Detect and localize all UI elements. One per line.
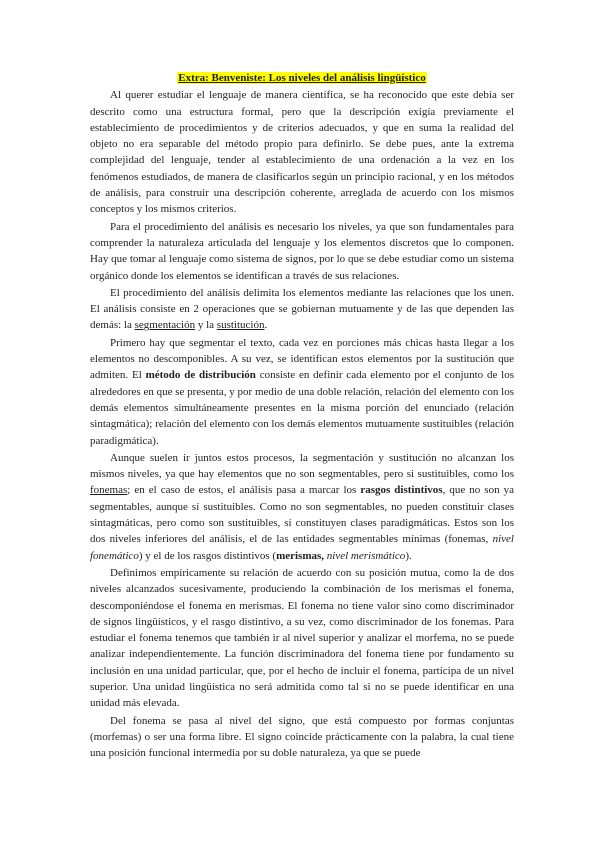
- p3-text-c: .: [264, 319, 268, 332]
- term-fonemas: fonemas: [90, 484, 128, 497]
- document-title: Extra: Benveniste: Los niveles del análisis lingüístico: [178, 72, 426, 84]
- p5-text-c: , que no son ya segmentables, aunque sí sustituibles. Como no son segmentables, no pueden constituir clases sintagmáticas, pero como son sustituibles, sí constituyen clases paradigmáticas. Estos son los dos niveles inferiores del análisis, el de las entidades segmentables mínimas (fonemas,: [90, 484, 514, 546]
- p5-text-a: Aunque suelen ir juntos estos procesos, la segmentación y sustitución no alcanzan los mismos niveles, ya que hay elementos que no son segmentables, pero si sustituibles, como los: [90, 451, 514, 481]
- term-nivel-merismatico: nivel merismático: [326, 549, 406, 562]
- term-rasgos-distintivos: rasgos distintivos: [360, 484, 443, 497]
- paragraph-3: [90, 285, 514, 334]
- p5-text-b: ; en el caso de estos, el análisis pasa a marcar los: [127, 484, 361, 497]
- p5-text-f: ).: [405, 549, 412, 562]
- paragraph-7: Del fonema se pasa al nivel del signo, que está compuesto por formas conjuntas (morfemas) o ser una forma libre. El signo coincide prácticamente con la palabra, la cual tiene una posición funcional intermedia por su doble naturaleza, ya que se puede: [90, 714, 514, 760]
- paragraph-5: [90, 450, 514, 564]
- term-merismas: merismas,: [276, 549, 325, 562]
- p5-text-d: ) y el de los rasgos distintivos (: [138, 549, 277, 562]
- p4-text-a: Primero hay que segmentar el texto, cada vez en porciones más chicas hasta llegar a los elementos no descomponibles. A su vez, se identifican estos elementos por la sustitución que admiten. El: [90, 336, 514, 382]
- paragraph-2: Para el procedimiento del análisis es necesario los niveles, ya que son fundamentales para comprender la naturaleza articulada del lenguaje y los elementos discretos que lo componen. Hay que tomar al lenguaje como sistema de signos, por lo que se debe estudiar como un sistema orgánico donde los elementos se identifican a través de sus relaciones.: [90, 220, 514, 282]
- p4-text-c: consiste en definir cada elemento por el conjunto de los alrededores en que se presenta, y por medio de una doble relación, relación del elemento con los demás elementos simultáneamente presentes en la misma porción del enunciado (relación sintagmática); relación del elemento con los demás elementos mutuamente sustituibles (relación paradigmática).: [90, 369, 514, 447]
- paragraph-4: [90, 335, 514, 449]
- paragraph-6: Definimos empíricamente su relación de acuerdo con su posición mutua, como la de dos niveles alcanzados sucesivamente, produciendo la combinación de los merismas el fonema, descomponiéndose el fonema en merismas. El fonema no tiene valor sino como discriminador de signos lingüísticos, y el rasgo distintivo, a su vez, como discriminador de los fonemas. Para estudiar el fonema tenemos que también ir al nivel superior y analizar el morfema, no se puede analizar independientemente. La función discriminadora del fonema tiene por fundamento su inclusión en una unidad particular, que, por el hecho de incluir el fonema, participa de un nivel superior. Una unidad lingüística no será admitida como tal si no se puede identificar en una unidad más elevada.: [90, 566, 514, 710]
- document-page: [90, 70, 514, 762]
- term-sustitucion: sustitución: [216, 319, 265, 332]
- p3-text-b: y la: [195, 319, 217, 332]
- paragraph-1: Al querer estudiar el lenguaje de manera científica, se ha reconocido que este debía ser descrito como una estructura formal, pero que la descripción exigía previamente el establecimiento de procedimientos y de criterios adecuados, y que en suma la realidad del objeto no era separable del método propio para definirlo. Se debe pues, ante la extrema complejidad del lenguaje, tender al establecimiento de una ordenación a la vez en los fenómenos estudiados, de manera de clasificarlos según un principio racional, y en los métodos de análisis, para construir una descripción coherente, arreglada de acuerdo con los mismos conceptos y los mismos criterios.: [90, 89, 514, 216]
- term-segmentacion: segmentación: [134, 319, 196, 332]
- p3-text-a: El procedimiento del análisis delimita los elementos mediante las relaciones que los unen. El análisis consiste en 2 operaciones que se gobiernan mutuamente y de las que dependen las demás: la: [90, 286, 514, 332]
- title-line: [90, 70, 514, 86]
- term-nivel-fonematico: nivel fonemático: [90, 533, 514, 562]
- term-metodo-distribucion: método de distribución: [145, 369, 256, 382]
